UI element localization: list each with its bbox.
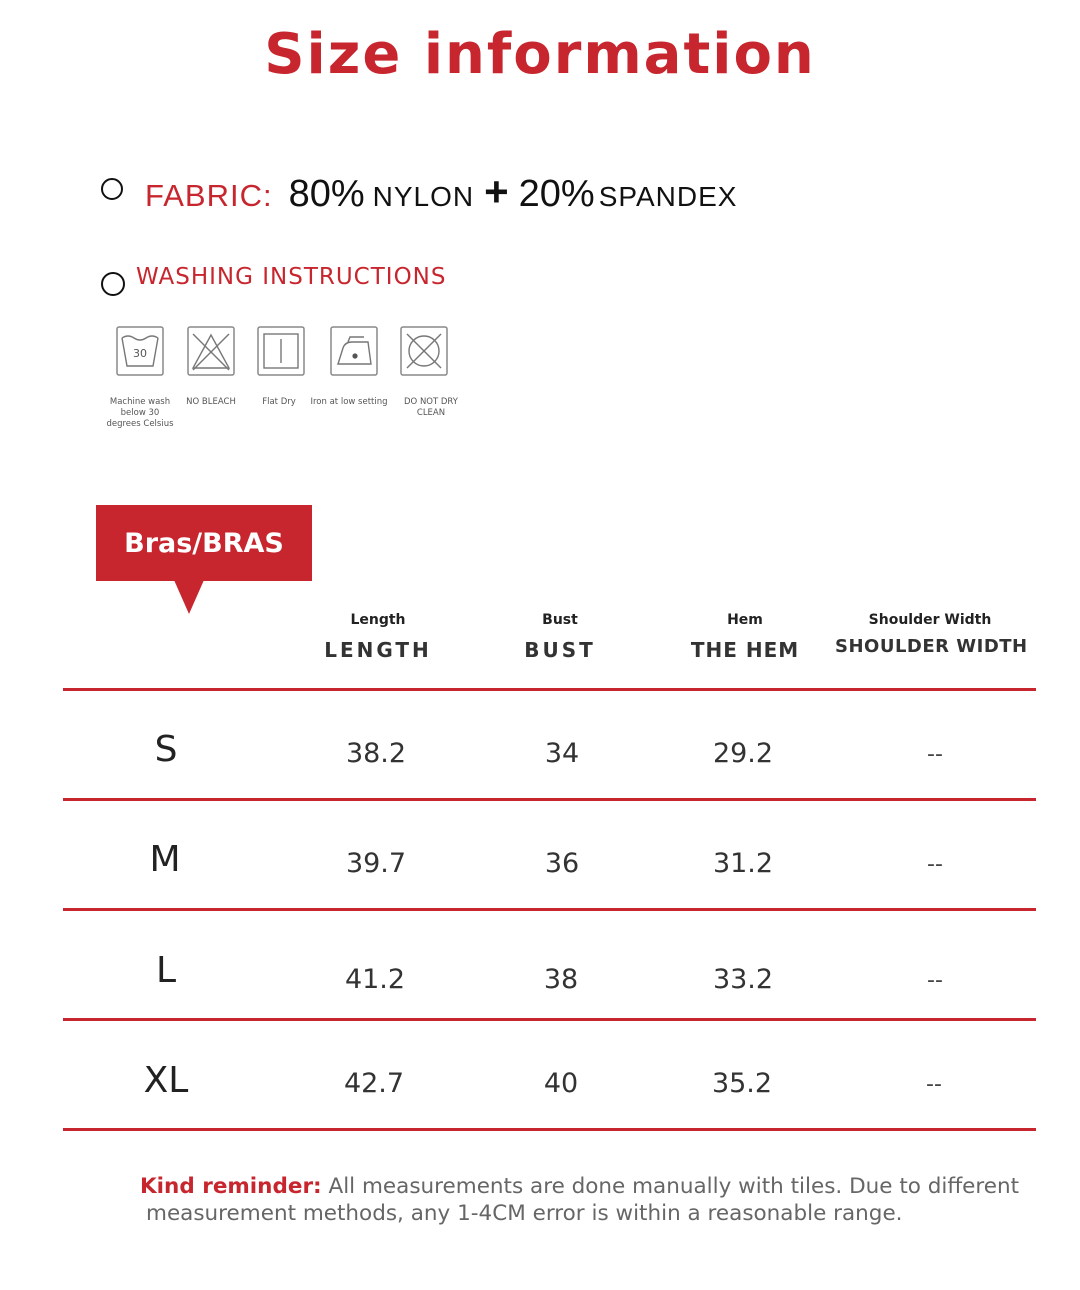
kind-reminder-line1: All measurements are done manually with tiles. Due to different	[328, 1174, 1020, 1199]
length-value: 41.2	[344, 964, 406, 995]
wash-temp-label: 30	[133, 347, 147, 360]
bust-value: 40	[543, 1068, 579, 1099]
size-label: L	[155, 950, 177, 991]
shoulder-width-value: --	[927, 742, 943, 767]
table-rule	[63, 1018, 1036, 1021]
washing-bullet-icon	[101, 272, 125, 296]
fabric-percent-2: 20%	[518, 173, 595, 215]
length-value: 39.7	[345, 848, 407, 879]
length-value: 38.2	[345, 738, 407, 769]
fabric-material-1: NYLON	[372, 181, 475, 212]
category-tag: Bras/BRAS	[96, 505, 312, 581]
kind-reminder-line2: measurement methods, any 1-4CM error is within a reasonable range.	[146, 1201, 903, 1226]
shoulder-width-value: --	[927, 968, 943, 993]
shoulder-width-value: --	[926, 1072, 942, 1097]
fabric-label: FABRIC:	[145, 178, 273, 213]
bust-value: 36	[544, 848, 580, 879]
table-rule	[63, 1128, 1036, 1131]
bust-value: 34	[544, 738, 580, 769]
table-rule	[63, 798, 1036, 801]
hem-value: 29.2	[712, 738, 774, 769]
care-caption-do-not-dry-clean: DO NOT DRY CLEAN	[404, 397, 458, 418]
hem-value: 33.2	[712, 964, 774, 995]
machine-wash-30-icon	[116, 326, 164, 376]
flat-dry-icon	[257, 326, 305, 376]
size-label: XL	[143, 1060, 189, 1101]
shoulder-width-value: --	[927, 852, 943, 877]
kind-reminder	[140, 1173, 1020, 1227]
fabric-plus: +	[484, 168, 509, 215]
category-tag-pointer	[174, 580, 204, 614]
column-header-hem: Hem THE HEM	[690, 612, 800, 662]
hem-value: 35.2	[711, 1068, 773, 1099]
length-value: 42.7	[343, 1068, 405, 1099]
care-caption-no-bleach: NO BLEACH	[186, 397, 236, 407]
washing-instructions-label: WASHING INSTRUCTIONS	[136, 264, 447, 290]
fabric-bullet-icon	[101, 178, 123, 200]
bust-value: 38	[543, 964, 579, 995]
column-header-bust: Bust BUST	[524, 612, 596, 662]
care-caption-iron-low: Iron at low setting	[310, 397, 388, 407]
table-rule	[63, 688, 1036, 691]
kind-reminder-lead: Kind reminder:	[140, 1174, 322, 1199]
fabric-percent-1: 80%	[288, 173, 365, 215]
fabric-row	[145, 168, 737, 218]
do-not-dry-clean-icon	[400, 326, 448, 376]
column-header-shoulder-width: Shoulder Width SHOULDER WIDTH	[835, 612, 1028, 657]
table-rule	[63, 908, 1036, 911]
care-caption-machine-wash: Machine wash below 30 degrees Celsius	[106, 397, 174, 429]
fabric-material-2: SPANDEX	[598, 181, 738, 212]
size-label: S	[154, 729, 178, 770]
no-bleach-icon	[187, 326, 235, 376]
care-caption-flat-dry: Flat Dry	[262, 397, 296, 407]
iron-low-icon	[330, 326, 378, 376]
page-title: Size information	[264, 22, 816, 87]
column-header-length: Length LENGTH	[324, 612, 432, 662]
size-label: M	[149, 839, 181, 880]
hem-value: 31.2	[712, 848, 774, 879]
